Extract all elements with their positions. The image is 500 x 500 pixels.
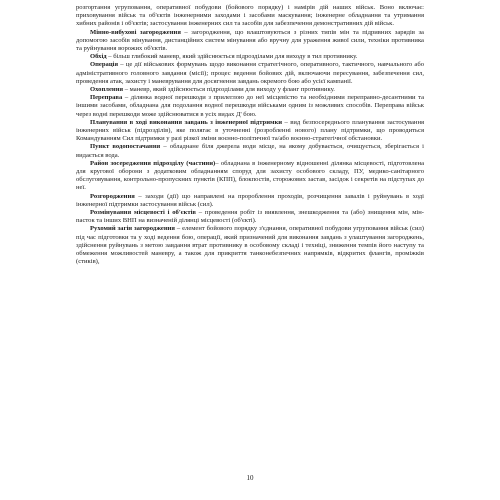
definition-text: – загородження, що влаштовуються з різних типів мін та підривних зарядів за допомогою засобів мінування, дистанційних систем мінування або вручну для ураження живої сили, техніки противника та руйнування ворожих об'єктів. [76,28,424,53]
definition-term: Рухомий загін загородження [90,225,175,233]
definition-paragraph [76,160,424,193]
definition-term: Пункт водопостачання [90,143,161,151]
definition-paragraph [76,86,424,94]
continuation-paragraph [76,4,424,29]
definition-term: Обхід [90,53,107,61]
definition-text: – вид безпосереднього планування застосування інженерних військ (підрозділів), яке полягає в уточненні (розробленні нового) плану підтримки, що проводиться Командуванням Сил підтримки у разі різкої зміни воєнно-політичної та/або воєнно-стратегічної обстановки. [76,118,425,143]
definition-text: – обладнане біля джерела води місце, на якому добувається, очищується, зберігається і видається вода. [76,143,424,159]
definition-term: Розмінування місцевості і об'єктів [90,209,196,217]
definition-text: – це дії військових формувань щодо виконання стратегічного, оперативного, тактичного, навчального або адміністративного головного завдання (місії); процес ведення бойових дій, включаючи пересування, забезпечення сил, проведення атак, захисту і маневрування для досягнення завдань окремого бою або усієї кампанії. [76,61,424,85]
definition-term: Операція [90,61,119,69]
definition-paragraph [76,29,424,54]
definition-text: – маневр, який здійснюється підрозділами для виходу у фланг противнику. [123,86,335,94]
definition-paragraph [76,94,424,119]
definition-text: – ділянка водної перешкоди з прилеглою до неї місцевістю та необхідними переправно-десантними та іншими засобами, обладнана для подолання водної перешкоди військами одним із можливих способів. Переправа військ через водні перешкоди може здійснюватися в усіх видах Д' бою. [76,94,424,118]
definition-text: – обладнана в інженерному відношенні ділянка місцевості, підготовлена для кругової оборони з додатковим обладнанням споруд для захисту особового складу, ПУ, медико-санітарного обслуговування, контрольно-пропускних пунктів (КПП), блокпостів, сторожових застав, засідок і секретів на підступах до неї. [76,159,424,192]
definition-text: – елемент бойового порядку з'єднання, оперативної побудови угруповання військ (сил) під час підготовки та у ході ведення бою, операції, який призначений для виконання завдань з улаштування загороджень, здійснення руйнувань з метою завдання втрат противнику в особовому складі і техніці, зниження темпів його наступу та обмеження можливостей маневру, а також для прикриття танконебезпечних напрямків, відкритих флангів, проміжків (стиків), [76,225,424,266]
definition-term: Район зосередження підрозділу (частини) [90,159,216,167]
definition-text: – проведення робіт із виявлення, знешкодження та (або) знищення мін, мін-пасток та інших ВНП на визначеній ділянці місцевості (об'єкті). [76,209,424,225]
definition-term: Мінно-вибухові загородження [90,28,181,36]
definition-text: розгортання угруповання, оперативної побудови (бойового порядку) і намірів дій наших військ. Воно включає: приховування військ та об'єктів інженерними заходами і засобами маскування; інженерне обладнання та утримання хибних районів і об'єктів; застосування інженерних сил та засобів для забезпечення демонстративних дій військ. [76,4,424,28]
definition-term: Розгородження [90,192,135,200]
definition-paragraph [76,61,424,86]
definition-paragraph [76,225,424,266]
definition-paragraph [76,53,424,61]
definition-paragraph [76,209,424,225]
definition-text: – більш глибокий маневр, який здійснюється підрозділами для виходу в тил противнику. [106,53,358,61]
definition-term: Переправа [90,94,123,102]
definition-paragraph [76,193,424,209]
document-body [76,4,424,267]
definition-paragraph [76,143,424,159]
definition-paragraph [76,119,424,144]
page-number: 10 [246,474,254,482]
definition-text: – заходи (дії) що направлені на пророблення проходів, розчищення завалів і руйнувань в ході інженерної підтримки застосування військ (сил). [76,192,424,208]
definition-term: Охоплення [90,86,124,94]
definition-term: Планування в ході виконання завдань з інженерної підтримки [90,118,283,126]
